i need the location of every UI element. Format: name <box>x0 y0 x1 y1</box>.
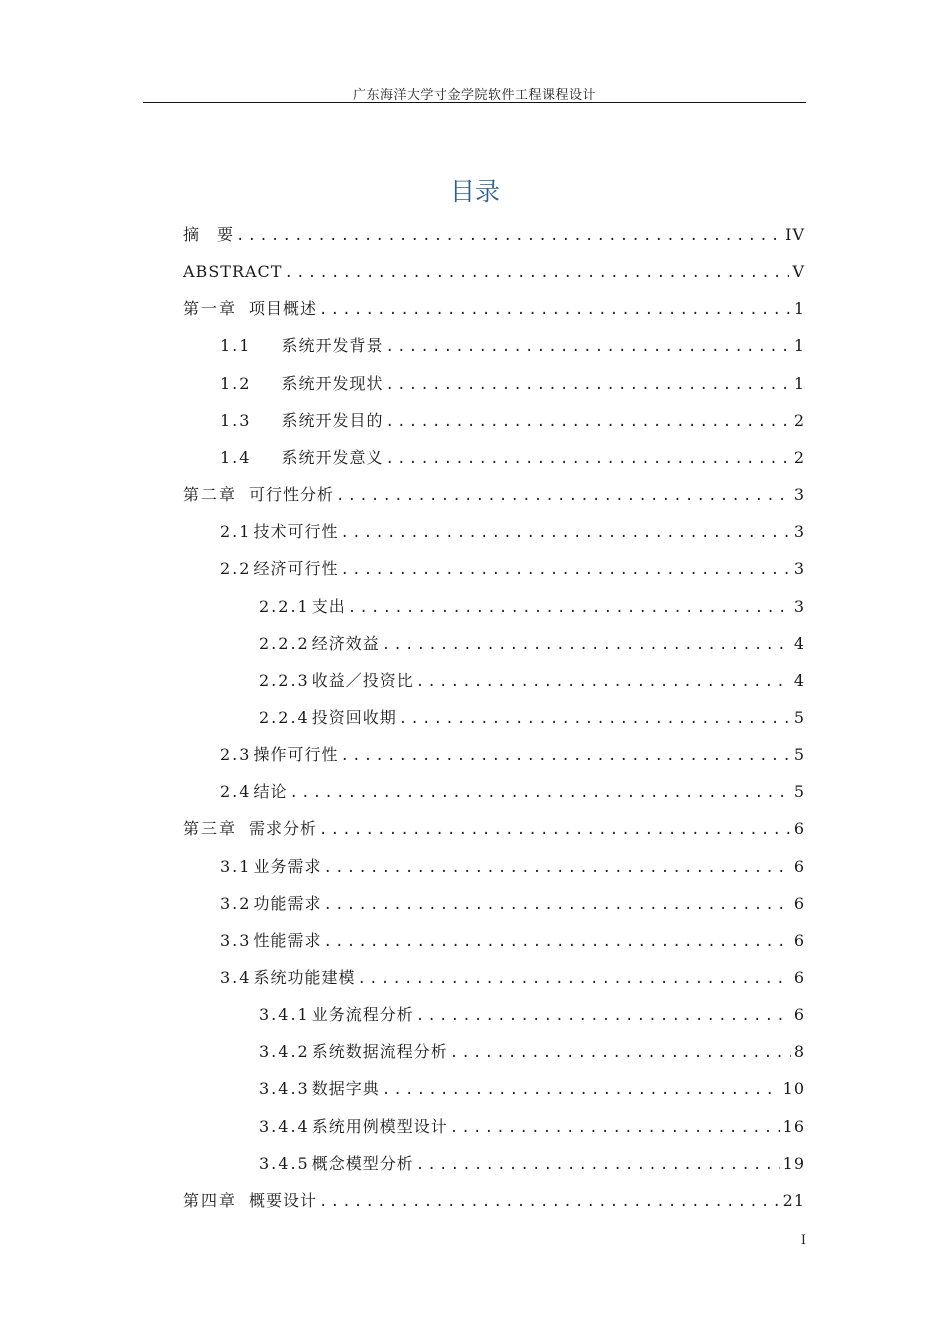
toc-entry-label: 技术可行性 <box>253 522 339 542</box>
toc-entry-title <box>220 779 287 805</box>
toc-entry-number: 3.3 <box>220 930 252 950</box>
toc-entry-title <box>220 333 383 359</box>
toc-dot-leader <box>323 855 790 881</box>
toc-entry-number: 第二章 <box>183 485 238 505</box>
toc-entry[interactable] <box>183 222 805 248</box>
toc-entry-label: 可行性分析 <box>249 485 335 505</box>
toc-entry-label: 操作可行性 <box>253 745 339 765</box>
toc-dot-leader <box>385 409 790 435</box>
toc-entry-title <box>259 1039 448 1065</box>
toc-dot-leader <box>450 1115 780 1141</box>
toc-entry-title <box>220 891 321 917</box>
toc-entry-label: 收益／投资比 <box>311 670 414 690</box>
toc-dot-leader <box>385 446 790 472</box>
toc-entry[interactable] <box>183 1188 805 1214</box>
toc-entry-title <box>220 556 338 582</box>
page-header: 广东海洋大学寸金学院软件工程课程设计 <box>352 88 596 103</box>
toc-entry-label: 业务流程分析 <box>311 1005 414 1025</box>
toc-entry-label: 系统开发现状 <box>281 373 384 393</box>
toc-entry-title <box>259 1076 380 1102</box>
toc-entry-page: 5 <box>793 745 805 765</box>
toc-entry-title <box>259 1002 414 1028</box>
toc-entry-number: 1.4 <box>220 447 252 467</box>
toc-entry-label: 性能需求 <box>253 930 322 950</box>
toc-entry-title <box>220 854 321 880</box>
toc-entry-page: 2 <box>793 447 805 467</box>
toc-entry[interactable] <box>220 779 805 805</box>
toc-entry-page: 10 <box>782 1079 805 1099</box>
toc-entry-page: 6 <box>793 856 805 876</box>
toc-entry[interactable] <box>220 519 805 545</box>
toc-entry-label: 系统开发背景 <box>281 336 384 356</box>
toc-entry-page: 6 <box>793 1005 805 1025</box>
toc-dot-leader <box>323 929 790 955</box>
toc-entry-label: 需求分析 <box>249 819 318 839</box>
toc-entry-page: 3 <box>793 559 805 579</box>
toc-entry[interactable] <box>220 854 805 880</box>
toc-entry-title <box>183 1188 317 1214</box>
toc-dot-leader <box>236 223 782 249</box>
toc-entry[interactable] <box>259 668 805 694</box>
toc-dot-leader <box>319 297 791 323</box>
toc-entry[interactable] <box>220 445 805 471</box>
toc-entry[interactable] <box>259 705 805 731</box>
toc-entry-page: 3 <box>793 596 805 616</box>
toc-entry-number: 第一章 <box>183 299 238 319</box>
toc-entry[interactable] <box>220 408 805 434</box>
toc-entry[interactable] <box>183 482 805 508</box>
toc-entry[interactable] <box>259 1002 805 1028</box>
toc-entry-label: 概要设计 <box>249 1190 318 1210</box>
toc-dot-leader <box>416 669 791 695</box>
toc-entry-number: 2.2.4 <box>259 707 310 727</box>
toc-entry-page: 5 <box>793 707 805 727</box>
toc-entry-page: 3 <box>793 485 805 505</box>
toc-entry-page: 4 <box>793 670 805 690</box>
toc-entry-page: 6 <box>793 968 805 987</box>
toc-entry-number: 1.2 <box>220 373 252 393</box>
toc-entry[interactable] <box>220 333 805 359</box>
toc-entry-label: 功能需求 <box>253 893 322 913</box>
toc-entry-title <box>183 222 234 248</box>
toc-entry-label: 经济效益 <box>311 633 380 653</box>
toc-entry[interactable] <box>259 1039 805 1065</box>
toc-dot-leader <box>416 1003 791 1029</box>
toc-entry-page: 6 <box>793 819 805 839</box>
toc-entry-label: 数据字典 <box>311 1079 380 1099</box>
toc-entry-title <box>259 705 397 731</box>
toc-dot-leader <box>289 780 790 806</box>
toc-entry-title <box>220 408 383 434</box>
toc-entry-page: 4 <box>793 633 805 653</box>
toc-entry-title <box>220 965 355 991</box>
toc-entry-page: 2 <box>793 410 805 430</box>
toc-entry-page: 1 <box>793 336 805 356</box>
toc-entry-page: 16 <box>782 1116 805 1136</box>
toc-entry[interactable] <box>220 371 805 397</box>
toc-dot-leader <box>284 260 789 286</box>
toc-entry-page: 8 <box>793 1042 805 1062</box>
toc-entry[interactable] <box>220 928 805 954</box>
toc-dot-leader <box>416 1152 780 1178</box>
toc-entry-page: 6 <box>793 893 805 913</box>
toc-entry-title <box>183 296 317 322</box>
toc-entry-label: 业务需求 <box>253 856 322 876</box>
toc-dot-leader <box>319 817 791 843</box>
toc-dot-leader <box>385 334 790 360</box>
toc-entry-label: 系统数据流程分析 <box>311 1042 448 1062</box>
toc-entry-number: 3.4.5 <box>259 1153 310 1173</box>
toc-entry-title <box>220 928 321 954</box>
toc-entry-page: 19 <box>782 1153 805 1173</box>
toc-entry-number: 3.4 <box>220 968 252 987</box>
toc-entry-title <box>183 482 334 508</box>
toc-title: 目录 <box>449 177 500 206</box>
toc-entry-number: 3.4.3 <box>259 1079 310 1099</box>
toc-entry-label: 投资回收期 <box>311 707 397 727</box>
toc-entry-label: 结论 <box>253 782 288 802</box>
toc-entry-number: 2.2 <box>220 559 252 579</box>
toc-entry-number: 第三章 <box>183 819 238 839</box>
toc-entry-number: 3.4.2 <box>259 1042 310 1062</box>
toc-dot-leader <box>382 1077 780 1103</box>
toc-entry-number: 3.4.1 <box>259 1005 310 1025</box>
toc-entry-number: 3.1 <box>220 856 252 876</box>
toc-entry-page: 1 <box>793 299 805 319</box>
toc-entry-title <box>259 1151 414 1177</box>
toc-entry-title <box>220 445 383 471</box>
toc-dot-leader <box>450 1040 791 1066</box>
page-number: I <box>800 1233 806 1248</box>
toc-entry[interactable] <box>220 965 805 991</box>
toc-entry-number: 3.4.4 <box>259 1116 310 1136</box>
toc-dot-leader <box>340 520 790 546</box>
toc-entry-title <box>220 742 338 768</box>
toc-entry-page: 3 <box>793 522 805 542</box>
toc-entry[interactable] <box>259 1151 805 1177</box>
toc-entry-label: 系统开发目的 <box>281 410 384 430</box>
toc-entry-title <box>259 1114 448 1140</box>
toc-dot-leader <box>340 557 790 583</box>
toc-entry-label: 系统开发意义 <box>281 447 384 467</box>
toc-entry-title <box>183 816 317 842</box>
toc-entry-label: 经济可行性 <box>253 559 339 579</box>
toc-dot-leader <box>336 483 791 509</box>
toc-entry-title <box>220 519 338 545</box>
toc-entry-label: ABSTRACT <box>183 262 283 282</box>
toc-entry[interactable] <box>183 259 805 285</box>
header-divider <box>143 102 806 103</box>
toc-entry-title <box>183 259 282 285</box>
toc-entry-number: 1.3 <box>220 410 252 430</box>
toc-entry-number: 1.1 <box>220 336 252 356</box>
toc-entry-title <box>259 594 346 620</box>
toc-entry-label: 项目概述 <box>249 299 318 319</box>
toc-dot-leader <box>340 743 790 769</box>
toc-entry[interactable] <box>259 594 805 620</box>
toc-entry-page: IV <box>785 225 805 244</box>
toc-entry-number: 第四章 <box>183 1190 238 1210</box>
toc-entry-label: 支出 <box>311 596 346 616</box>
toc-dot-leader <box>357 966 790 992</box>
toc-entry[interactable] <box>183 296 805 322</box>
toc-entry-page: 5 <box>793 782 805 802</box>
toc-entry-label: 系统用例模型设计 <box>311 1116 448 1136</box>
toc-entry[interactable] <box>259 631 805 657</box>
toc-entry-number: 2.3 <box>220 745 252 765</box>
toc-entry[interactable] <box>220 556 805 582</box>
toc-dot-leader <box>385 372 790 398</box>
toc-entry-page: 6 <box>793 930 805 950</box>
toc-entry-label: 概念模型分析 <box>311 1153 414 1173</box>
toc-entry-page: 21 <box>782 1190 805 1210</box>
toc-dot-leader <box>399 706 791 732</box>
toc-entry-number: 2.2.1 <box>259 596 310 616</box>
toc-entry-number: 2.1 <box>220 522 252 542</box>
toc-dot-leader <box>348 595 791 621</box>
toc-entry-number: 2.2.2 <box>259 633 310 653</box>
toc-dot-leader <box>323 892 790 918</box>
toc-dot-leader <box>382 632 791 658</box>
toc-entry[interactable] <box>220 742 805 768</box>
toc-entry-label: 摘 要 <box>183 225 235 244</box>
toc-entry-number: 2.4 <box>220 782 252 802</box>
toc-entry-number: 3.2 <box>220 893 252 913</box>
toc-entry-title <box>220 371 383 397</box>
toc-entry[interactable] <box>220 891 805 917</box>
toc-entry-page: V <box>792 262 805 282</box>
toc-dot-leader <box>319 1189 780 1215</box>
toc-entry-label: 系统功能建模 <box>253 968 356 987</box>
toc-entry-title <box>259 668 414 694</box>
toc-entry[interactable] <box>259 1114 805 1140</box>
toc-entry-number: 2.2.3 <box>259 670 310 690</box>
toc-entry-title <box>259 631 380 657</box>
toc-entry[interactable] <box>183 816 805 842</box>
toc-entry[interactable] <box>259 1076 805 1102</box>
toc-entry-page: 1 <box>793 373 805 393</box>
